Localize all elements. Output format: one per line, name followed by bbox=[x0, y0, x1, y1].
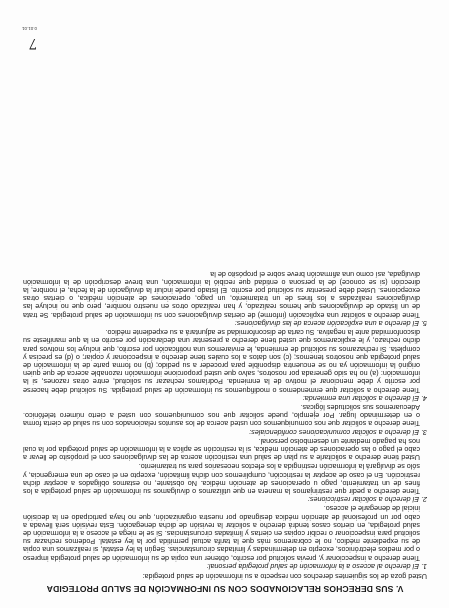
right-item-amendment bbox=[23, 328, 427, 402]
item-title: 4. El derecho a solicitar una enmienda: bbox=[302, 393, 427, 403]
item-title: 5. El derecho a una explicación acerca de las divulgaciones: bbox=[234, 318, 427, 328]
item-body: Tiene derecho a solicitar una explicación (informe) de ciertas divulgaciones con su información de salud protegida. Se trata de un listado de divulgaciones que hemos realizado, y han realizado otros en nuestro nombre, pero que no incluye las divulgaciones realizadas a los fines de un tratamiento, un pago, operaciones de atención médica, o ciertas otras excepciones. Usted debe presentar su solicitud por escrito. El listado puede incluir la divulgación de la fecha, el nombre, la dirección (si se conoce) de la persona o entidad que recibió la información, una breve descripción de la información divulgada, así como una afirmación breve sobre el propósito de la bbox=[23, 269, 420, 320]
page-number: 7 bbox=[29, 35, 37, 52]
item-body: Usted tiene derecho a solicitarle a su plan de salud una restricción acerca de las divulgaciones con el propósito de llevar a cabo el pago o las operaciones de atención médica, si la restricción se aplica a la información de salud protegida por la cual nos ha pagado mediante un desembolso personal. bbox=[23, 436, 420, 463]
section-title: V. SUS DERECHOS RELACIONADOS CON SU INFORMACIÓN DE SALUD PROTEGIDA bbox=[46, 584, 404, 594]
right-item-restrictions bbox=[23, 462, 427, 503]
item-title: 1. El derecho al acceso a la información de salud protegida personal: bbox=[206, 561, 427, 571]
item-body: Tiene derecho a solicitar que enmendemos o modifiquemos su información de salud protegida. Su solicitud debe hacerse por escrito y debe mencionar el motivo de la enmienda. Podríamos rechazar su solicitud, entre otras razones, si la información: (a) no ha sido generada por nosotros, salvo que usted proporcione información razonable acerca de que quien originó la información ya no se encuentra disponible para proceder a su pedido; (b) no forma parte de la información de salud protegida que nosotros tenemos; (c) son datos a los cuales tiene derecho a inspeccionar y copiar; o (d) es precisa y completa. Si rechazamos su solicitud de enmienda, le enviaremos una notificación por escrito, que incluye los motivos para dicho rechazo, y le explicaremos que usted tiene derecho a presentar una declaración por escrito en la que manifieste su disconformidad ante la negativa. Su carta de disconformidad se adjuntará a su expediente médico. bbox=[23, 328, 420, 395]
right-item-confidential-communications bbox=[23, 403, 427, 436]
item-body: Tiene derecho a solicitar que nos comuniquemos con usted acerca de los asuntos relacionados con su salud de cierta forma o en determinado lugar. Por ejemplo, puede solicitar que nos comuniquemos con usted a cierto número telefónico. Adecuaremos sus solicitudes lógicas. bbox=[23, 402, 420, 429]
intro-paragraph: Usted goza de los siguientes derechos con respecto a su información de salud protegida: bbox=[142, 572, 427, 581]
item-body: Tiene derecho a inspeccionar y, previa solicitud por escrito, obtener una copia de su información de salud protegida impreso o por medios electrónicos, excepto en determinadas y limitadas circunstancias. Según la ley estatal, si realizamos una copia de su expediente médico, no le cobraremos más que la tarifa actual permitida por la ley estatal. Podemos rechazar su solicitud para inspeccionar o recibir copias en ciertas y limitadas circunstancias. Si se le niega el acceso a la información de salud protegida, en ciertos casos tendrá derecho a solicitar la revisión de dicha denegación. Esta revisión será llevada a cabo por un profesional de atención médica designado por nuestra organización, que no haya participado en la decisión inicial de denegarle el acceso. bbox=[23, 504, 420, 563]
item-title: 2. El derecho a solicitar restricciones: bbox=[307, 495, 427, 505]
page-content bbox=[23, 268, 427, 594]
right-item-accounting bbox=[23, 269, 427, 326]
item-body: Tiene derecho a pedir que restrinjamos la manera en que utilizamos o divulgamos su información de salud protegida a los fines de un tratamiento, pago u operaciones de atención médica. No obstante, no estamos obligados a aceptar dicha restricción. En el caso de aceptar la restricción, cumpliremos con dicha limitación, excepto en el caso de una emergencia, y sólo se divulgará la información restringida a los efectos necesarios para su tratamiento. bbox=[23, 462, 420, 496]
right-item-restrictions-health-plan bbox=[23, 437, 427, 462]
right-item-access bbox=[23, 504, 427, 570]
item-title: 3. El derecho a solicitar comunicaciones confidenciales: bbox=[249, 427, 427, 437]
footer-code: 0.01.01 bbox=[21, 26, 37, 31]
